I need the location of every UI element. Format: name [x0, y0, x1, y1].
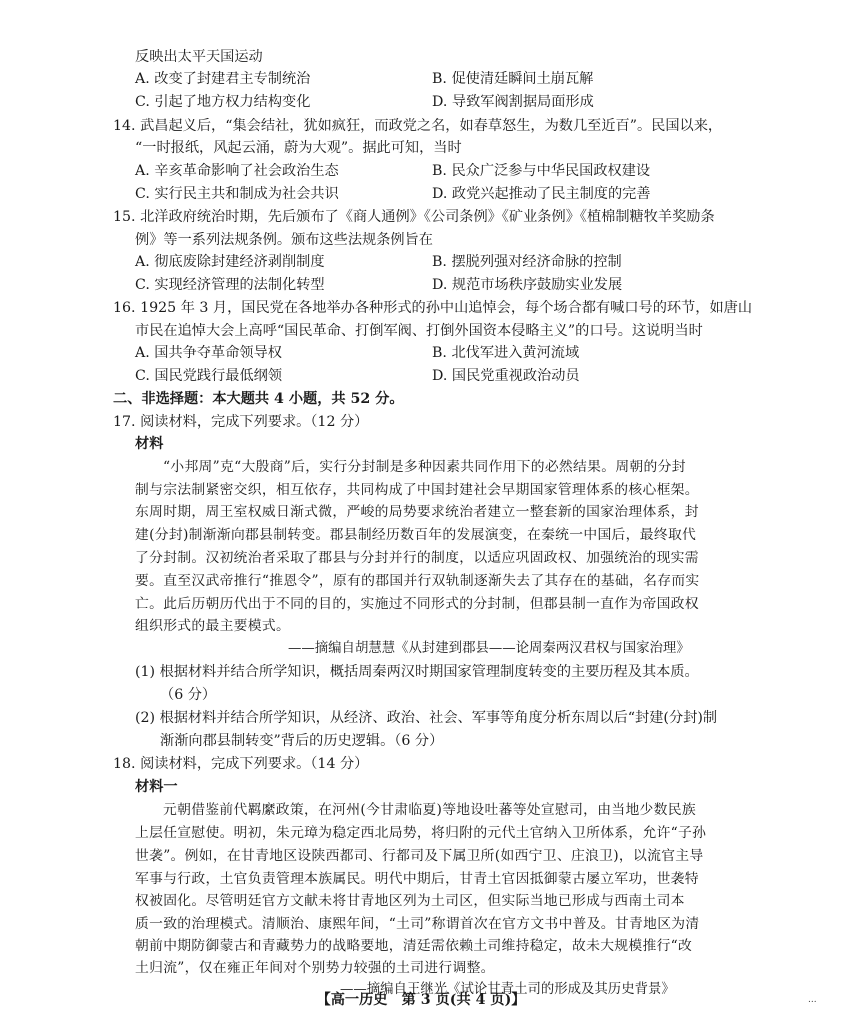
q15-option-d: D. 规范市场秩序鼓励实业发展: [432, 277, 623, 293]
q18-material-line-5: 权被固化。尽管明廷官方文献未将甘青地区列为土司区，但实际当地已形成与西南土司本: [135, 893, 685, 909]
q17-material-line-4: 建(分封)制渐渐向郡县制转变。郡县制经历数百年的发展演变，在秦统一中国后，最终取代: [135, 527, 697, 543]
q14-stem-line-1: 14. 武昌起义后，“集会结社，犹如疯狂，而政党之名，如春草怒生，为数几至近百”。民国以来，: [113, 118, 723, 134]
q17-sub1-line-1: (1) 根据材料并结合所学知识，概括周秦两汉时期国家管理制度转变的主要历程及其本质。: [135, 664, 699, 680]
q18-material-line-1: 元朝借鉴前代羁縻政策，在河州(今甘肃临夏)等地设吐蕃等处宣慰司，由当地少数民族: [163, 802, 696, 818]
q15-stem-line-1: 15. 北洋政府统治时期，先后颁布了《商人通例》《公司条例》《矿业条例》《植棉制糖牧羊奖励条: [113, 209, 715, 225]
q17-material-label: 材料: [135, 436, 164, 452]
q17-material-line-3: 东周时期，周王室权威日渐式微，严峻的局势要求统治者建立一整套新的国家治理体系，封: [135, 504, 699, 520]
q14-option-a: A. 辛亥革命影响了社会政治生态: [135, 163, 339, 179]
q15-option-c: C. 实现经济管理的法制化转型: [135, 277, 325, 293]
q15-stem-line-2: 例》等一系列法规条例。颁布这些法规条例旨在: [135, 232, 433, 248]
q16-option-d: D. 国民党重视政治动员: [432, 368, 580, 384]
q16-stem-line-1: 16. 1925 年 3 月，国民党在各地举办各种形式的孙中山追悼会，每个场合都有喊口号的环节，如唐山: [113, 300, 753, 316]
q13-option-b: B. 促使清廷瞬间土崩瓦解: [432, 71, 594, 87]
q15-option-a: A. 彻底废除封建经济剥削制度: [135, 254, 325, 270]
q18-material-line-4: 军事与行政，土官负责管理本族属民。明代中期后，甘青土官因抵御蒙古屡立军功，世袭特: [135, 871, 699, 887]
q14-stem-line-2: “一时报纸，风起云涌，蔚为大观”。据此可知，当时: [135, 140, 462, 156]
q17-material-line-1: “小邦周”克“大殷商”后，实行分封制是多种因素共同作用下的必然结果。周朝的分封: [163, 459, 686, 475]
q13-option-c: C. 引起了地方权力结构变化: [135, 94, 311, 110]
q17-stem: 17. 阅读材料，完成下列要求。（12 分）: [113, 414, 369, 430]
q18-stem: 18. 阅读材料，完成下列要求。（14 分）: [113, 756, 369, 772]
q13-option-d: D. 导致军阀割据局面形成: [432, 94, 594, 110]
q18-source: ——摘编自王继光《试论甘青土司的形成及其历史背景》: [340, 982, 675, 997]
q18-material-line-2: 上层任宣慰使。明初，朱元璋为稳定西北局势，将归附的元代土官纳入卫所体系，允许“子孙: [135, 825, 707, 841]
q16-option-a: A. 国共争夺革命领导权: [135, 345, 282, 361]
q17-material-line-7: 亡。此后历朝历代出于不同的目的，实施过不同形式的分封制，但郡县制一直作为帝国政权: [135, 596, 699, 612]
q17-material-line-5: 了分封制。汉初统治者采取了郡县与分封并行的制度，以适应巩固政权、加强统治的现实需: [135, 550, 699, 566]
section-2-heading: 二、非选择题：本大题共 4 小题，共 52 分。: [113, 391, 404, 407]
q17-material-line-6: 要。直至汉武帝推行“推恩令”，原有的郡国并行双轨制逐渐失去了其存在的基础，名存而实: [135, 573, 700, 589]
q14-option-d: D. 政党兴起推动了民主制度的完善: [432, 186, 651, 202]
page-footer: 【高一历史 第 3 页(共 4 页)】: [316, 992, 526, 1008]
q17-material-line-2: 制与宗法制紧密交织，相互依存，共同构成了中国封建社会早期国家管理体系的核心框架。: [135, 482, 699, 498]
corner-mark: ...: [808, 995, 817, 1005]
q17-sub1-line-2: （6 分）: [160, 687, 217, 703]
q18-material-line-3: 世袭”。例如，在甘青地区设陕西都司、行都司及下属卫所(如西宁卫、庄浪卫)，以流官主导: [135, 848, 704, 864]
q15-option-b: B. 摆脱列强对经济命脉的控制: [432, 254, 622, 270]
q14-option-c: C. 实行民主共和制成为社会共识: [135, 186, 339, 202]
q17-sub2-line-2: 渐渐向郡县制转变”背后的历史逻辑。（6 分）: [160, 733, 444, 749]
q14-option-b: B. 民众广泛参与中华民国政权建设: [432, 163, 651, 179]
q17-material-line-8: 组织形式的最主要模式。: [135, 618, 291, 634]
q13-stem-tail: 反映出太平天国运动: [135, 49, 263, 65]
q18-material-line-8: 土归流”，仅在雍正年间对个别势力较强的土司进行调整。: [135, 960, 495, 976]
q16-stem-line-2: 市民在追悼大会上高呼“国民革命、打倒军阀、打倒外国资本侵略主义”的口号。这说明当时: [135, 323, 703, 339]
q18-material-line-7: 朝前中期防御蒙古和青藏势力的战略要地，清廷需依赖土司维持稳定，故未大规模推行“改: [135, 938, 693, 954]
q17-sub2-line-1: (2) 根据材料并结合所学知识，从经济、政治、社会、军事等角度分析东周以后“封建(分封)制: [135, 710, 718, 726]
q17-source: ——摘编自胡慧慧《从封建到郡县——论周秦两汉君权与国家治理》: [288, 641, 690, 656]
q13-option-a: A. 改变了封建君主专制统治: [135, 71, 311, 87]
q18-material-label: 材料一: [135, 779, 178, 795]
q18-material-line-6: 质一致的治理模式。清顺治、康熙年间，“土司”称谓首次在官方文书中普及。甘青地区为清: [135, 916, 700, 932]
q16-option-b: B. 北伐军进入黄河流域: [432, 345, 580, 361]
q16-option-c: C. 国民党践行最低纲领: [135, 368, 283, 384]
